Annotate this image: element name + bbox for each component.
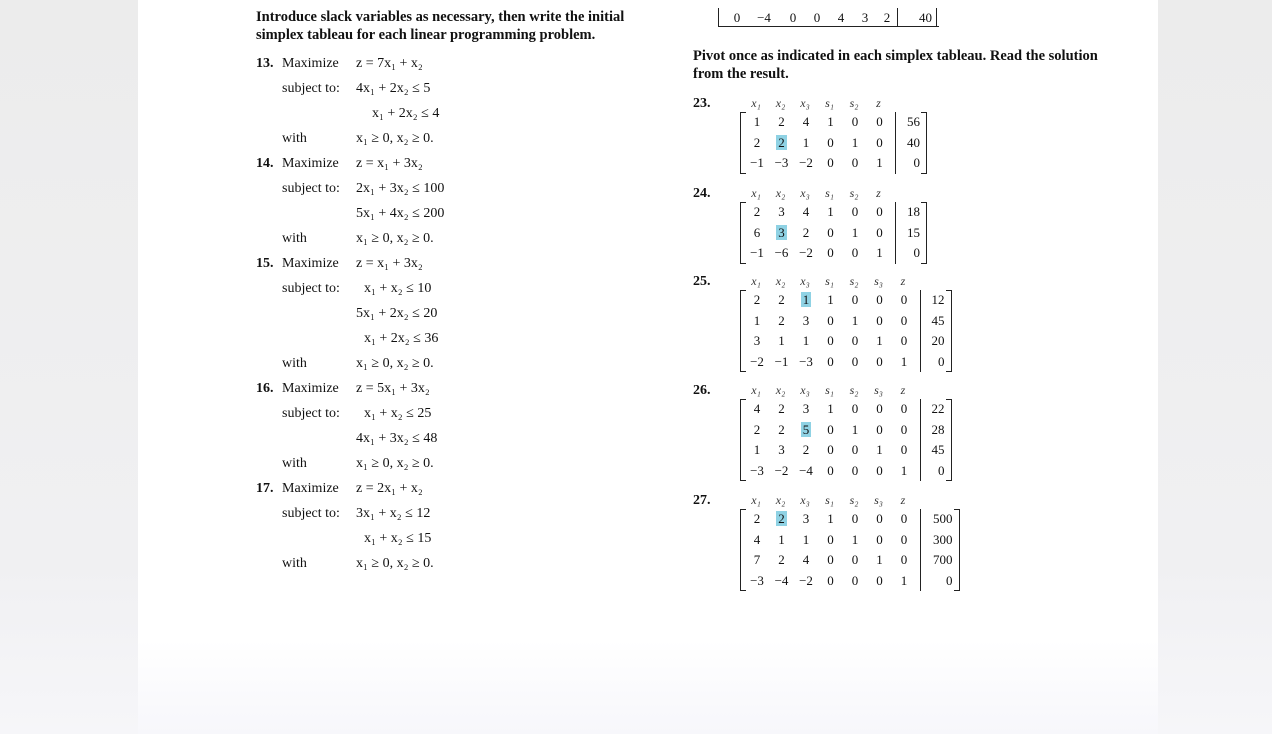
tableau-cell: 2: [778, 401, 785, 416]
tableau-cell: 2: [778, 421, 785, 437]
tableau-header-cell: s₃: [874, 274, 883, 288]
tableau-header-cell: x₂: [775, 186, 786, 200]
tableau-row: [741, 461, 921, 482]
tableau-rhs-cell: 45: [931, 442, 945, 457]
tableau-header-cell: x₁: [751, 186, 761, 200]
tableau-rhs-cell: 56: [907, 114, 920, 129]
tableau-cell: −2: [799, 245, 813, 260]
tableau-rhs-cell: 500: [933, 511, 953, 526]
tableau-cell: −1: [750, 155, 764, 170]
tableau-rhs-cell: 15: [907, 224, 920, 240]
pivot-value: 5: [802, 421, 810, 437]
tableau-cell: 0: [876, 292, 883, 307]
constraint-label: with: [282, 456, 307, 471]
tableau-rhs-cell: 40: [919, 10, 932, 25]
constraint-label: with: [282, 131, 307, 146]
tableau-cell: −6: [774, 245, 789, 260]
tableau-cell: 3: [778, 442, 785, 457]
tableau-cell: 0: [851, 462, 859, 478]
tableau-cell: 0: [827, 552, 834, 567]
constraint-expr: 2x₁ + 3x₂ ≤ 100: [356, 181, 445, 196]
tableau-cell: 4: [837, 10, 845, 25]
tableau-cell: 2: [753, 421, 761, 437]
tableau-cell: 1: [876, 333, 883, 348]
tableau-header-cell: s₁: [825, 186, 834, 200]
tableau-cell: 1: [851, 224, 859, 240]
tableau-rhs: [895, 202, 927, 264]
tableau-header-cell: s₂: [849, 186, 859, 200]
tableau-cell: 0: [876, 353, 883, 369]
tableau-cell: 2: [778, 292, 785, 307]
tableau-cell: −4: [757, 10, 771, 25]
tableau-cell: 3: [778, 204, 785, 219]
tableau-header-cell: s₁: [825, 493, 834, 507]
tableau-row: [741, 112, 896, 133]
tableau-header-cell: z: [900, 493, 906, 507]
tableau-cell: 0: [851, 511, 859, 526]
tableau-cell: 1: [778, 333, 785, 348]
tableau-rhs-cell: 18: [907, 204, 920, 219]
constraint-label: with: [282, 556, 307, 571]
objective-expr: z = x₁ + 3x₂: [356, 256, 423, 271]
tableau-cell: 1: [827, 114, 834, 129]
tableau-cell: −2: [799, 572, 813, 588]
tableau-rhs: [920, 509, 960, 591]
tableau-cell: 0: [789, 10, 797, 25]
tableau-cell: 1: [802, 531, 810, 547]
tableau-cell: 0: [876, 572, 883, 588]
tableau-cell: 0: [827, 442, 834, 457]
tableau-body: [740, 202, 896, 264]
tableau-cell: 1: [876, 442, 883, 457]
constraint-label: with: [282, 231, 307, 246]
tableau-cell: 0: [851, 442, 859, 457]
tableau-cell: 3: [802, 401, 810, 416]
tableau-cell: 0: [900, 401, 908, 416]
tableau-cell: 0: [851, 353, 859, 369]
tableau-cell: 0: [900, 333, 908, 348]
tableau-rhs-cell: 0: [938, 462, 945, 478]
tableau-cell: 0: [851, 245, 859, 260]
tableau-cell: 1: [900, 462, 908, 478]
tableau-header-cell: z: [876, 96, 881, 110]
tableau-cell: 1: [827, 401, 834, 416]
pivot-value: 3: [778, 224, 785, 240]
tableau-cell: 1: [753, 114, 761, 129]
objective-expr: z = x₁ + 3x₂: [356, 156, 423, 171]
tableau-rhs-cell: 12: [931, 292, 945, 307]
tableau-header-cell: z: [900, 274, 906, 288]
tableau-header-cell: z: [876, 186, 881, 200]
tableau-rhs-cell: 40: [907, 134, 920, 150]
tableau-cell: 0: [876, 462, 883, 478]
problem-number: 25.: [693, 274, 711, 289]
nonneg-expr: x₁ ≥ 0, x₂ ≥ 0.: [356, 131, 434, 146]
tableau-cell: 1: [802, 134, 810, 150]
tableau-cell: 0: [851, 204, 859, 219]
tableau-cell: 0: [900, 292, 908, 307]
tableau-header-cell: z: [900, 383, 906, 397]
tableau-rhs-box: [897, 8, 937, 27]
tableau-cell: 1: [753, 312, 761, 328]
tableau-cell: 4: [753, 401, 761, 416]
tableau-body: [740, 509, 921, 591]
constraint-expr: 4x₁ + 2x₂ ≤ 5: [356, 81, 431, 96]
tableau-row: [741, 352, 921, 373]
tableau-header-cell: s₁: [825, 274, 834, 288]
tableau-cell: 1: [827, 511, 834, 526]
tableau-cell: 0: [827, 572, 834, 588]
tableau-cell: 2: [802, 224, 810, 240]
tableau-header-cell: x₁: [751, 493, 761, 507]
constraint-expr: x₁ + x₂ ≤ 25: [364, 406, 432, 421]
tableau-cell: 0: [900, 531, 908, 547]
constraint-label: subject to:: [282, 506, 340, 521]
tableau-cell: 1: [900, 353, 908, 369]
pivot-cell: [794, 290, 818, 311]
tableau-cell: 0: [827, 333, 834, 348]
tableau-header-cell: s₂: [849, 383, 859, 397]
tableau-header-cell: x₃: [800, 493, 810, 507]
tableau-cell: 1: [851, 421, 859, 437]
tableau-cell: −1: [774, 353, 789, 369]
tableau-rhs: [920, 399, 952, 481]
constraint-label: with: [282, 356, 307, 371]
tableau-cell: 2: [778, 312, 785, 328]
problem-number: 27.: [693, 493, 711, 508]
tableau-row: [741, 530, 921, 551]
tableau-cell: 0: [900, 511, 908, 526]
tableau-cell: 0: [827, 245, 834, 260]
tableau-cell: 0: [876, 114, 883, 129]
constraint-expr: 5x₁ + 2x₂ ≤ 20: [356, 306, 438, 321]
constraint-expr: x₁ + x₂ ≤ 15: [364, 531, 432, 546]
tableau-header-cell: x₂: [775, 274, 786, 288]
tableau-cell: 0: [876, 531, 883, 547]
tableau-header-cell: s₁: [825, 383, 834, 397]
constraint-expr: 4x₁ + 3x₂ ≤ 48: [356, 431, 438, 446]
tableau-cell: −3: [750, 462, 764, 478]
textbook-page: [138, 0, 1158, 734]
tableau-cell: 0: [900, 312, 908, 328]
tableau-cell: 0: [813, 10, 821, 25]
tableau-cell: −2: [774, 462, 789, 478]
constraint-label: subject to:: [282, 81, 340, 96]
tableau-rhs: [920, 290, 952, 372]
tableau-cell: 1: [827, 292, 834, 307]
tableau-cell: 0: [733, 10, 741, 25]
tableau-row: [741, 509, 921, 530]
pivot-cell: [770, 133, 794, 154]
constraint-label: Maximize: [282, 481, 339, 496]
left-intro: Introduce slack variables as necessary, then write the initial simplex tableau for each linear programming problem.: [256, 9, 625, 43]
tableau-body: [740, 112, 896, 174]
tableau-cell: 2: [753, 134, 761, 150]
constraint-label: subject to:: [282, 181, 340, 196]
tableau-cell: 0: [827, 462, 834, 478]
tableau-rhs-cell: 300: [933, 531, 953, 547]
objective-expr: z = 2x₁ + x₂: [356, 481, 423, 496]
objective-expr: z = 7x₁ + x₂: [356, 56, 423, 71]
tableau-cell: 2: [802, 442, 810, 457]
tableau-cell: 1: [802, 333, 810, 348]
tableau-cell: −3: [750, 572, 764, 588]
tableau-cell: 0: [851, 401, 859, 416]
tableau-cell: 0: [900, 552, 908, 567]
tableau-row: [741, 243, 896, 264]
tableau-cell: 0: [900, 421, 908, 437]
tableau-cell: 0: [851, 552, 859, 567]
tableau-header-cell: x₃: [800, 274, 810, 288]
tableau-row: [741, 571, 921, 592]
tableau-cell: 1: [851, 312, 859, 328]
tableau-cell: −2: [799, 155, 813, 170]
tableau-header-cell: s₂: [849, 274, 859, 288]
tableau-header-cell: x₁: [751, 383, 761, 397]
pivot-cell: [794, 420, 818, 441]
tableau-cell: 0: [876, 134, 883, 150]
tableau-cell: 0: [851, 114, 859, 129]
tableau-rhs-cell: 28: [931, 421, 945, 437]
problem-number: 17.: [256, 481, 274, 496]
tableau-cell: 0: [851, 333, 859, 348]
tableau-row: [741, 440, 921, 461]
tableau-row: [741, 133, 896, 154]
tableau-cell: 4: [802, 114, 810, 129]
tableau-cell: 0: [827, 134, 834, 150]
constraint-label: subject to:: [282, 281, 340, 296]
tableau-cell: −2: [750, 353, 764, 369]
constraint-expr: 5x₁ + 4x₂ ≤ 200: [356, 206, 445, 221]
tableau-cell: 6: [753, 224, 761, 240]
tableau-rhs-cell: 0: [938, 353, 945, 369]
problem-number: 14.: [256, 156, 274, 171]
tableau-cell: 0: [900, 442, 908, 457]
tableau-cell: 4: [802, 204, 810, 219]
tableau-body: [740, 290, 921, 372]
tableau-cell: 1: [778, 531, 785, 547]
nonneg-expr: x₁ ≥ 0, x₂ ≥ 0.: [356, 356, 434, 371]
tableau-row: [741, 550, 921, 571]
tableau-header-cell: x₂: [775, 493, 786, 507]
tableau-header-cell: x₁: [751, 96, 761, 110]
tableau-header-cell: s₃: [874, 493, 883, 507]
tableau-cell: 1: [851, 134, 859, 150]
tableau-cell: 2: [778, 114, 785, 129]
nonneg-expr: x₁ ≥ 0, x₂ ≥ 0.: [356, 231, 434, 246]
previous-tableau-bottom-row: [718, 8, 939, 27]
tableau-cell: 3: [802, 511, 810, 526]
tableau-row: [741, 331, 921, 352]
tableau-cell: 0: [827, 224, 834, 240]
tableau-header-cell: x₁: [751, 274, 761, 288]
constraint-expr: x₁ + 2x₂ ≤ 4: [372, 106, 440, 121]
tableau-cell: 7: [753, 552, 761, 567]
problem-number: 23.: [693, 96, 711, 111]
tableau-cell: 2: [753, 292, 761, 307]
tableau-header-cell: s₂: [849, 493, 859, 507]
constraint-label: Maximize: [282, 156, 339, 171]
tableau-cell: −4: [799, 462, 813, 478]
tableau-cell: 1: [827, 204, 834, 219]
tableau-row: [741, 223, 896, 244]
tableau-header-cell: x₃: [800, 186, 810, 200]
tableau-row: [741, 202, 896, 223]
constraint-expr: x₁ + 2x₂ ≤ 36: [364, 331, 439, 346]
tableau-cell: 0: [876, 511, 883, 526]
tableau-cell: −1: [750, 245, 764, 260]
tableau-cell: 2: [753, 204, 761, 219]
tableau-cell: 0: [851, 572, 859, 588]
tableau-cell: 0: [827, 353, 834, 369]
tableau-rhs-cell: 700: [933, 552, 953, 567]
tableau-header-cell: x₃: [800, 96, 810, 110]
tableau-cell: 1: [876, 245, 883, 260]
tableau-cell: 2: [753, 511, 761, 526]
tableau-cell: 0: [851, 155, 859, 170]
tableau-cell: 1: [753, 442, 761, 457]
constraint-label: subject to:: [282, 406, 340, 421]
pivot-cell: [770, 509, 794, 530]
tableau-cell: −3: [774, 155, 789, 170]
constraint-label: Maximize: [282, 56, 339, 71]
tableau-header-cell: x₃: [800, 383, 810, 397]
tableau-cell: 0: [827, 155, 834, 170]
tableau-cell: 0: [876, 224, 883, 240]
pivot-value: 1: [802, 292, 810, 307]
tableau-cell: 1: [876, 155, 883, 170]
tableau-rhs-cell: 0: [946, 572, 953, 588]
tableau-cell: −4: [774, 572, 789, 588]
tableau-cell: 2: [778, 552, 785, 567]
tableau-cell: 1: [851, 531, 859, 547]
tableau-header-cell: s₃: [874, 383, 883, 397]
tableau-cell: 0: [851, 292, 859, 307]
nonneg-expr: x₁ ≥ 0, x₂ ≥ 0.: [356, 456, 434, 471]
tableau-cell: 0: [827, 312, 834, 328]
tableau-header-cell: x₂: [775, 383, 786, 397]
tableau-cell: 0: [876, 401, 883, 416]
constraint-expr: x₁ + x₂ ≤ 10: [364, 281, 432, 296]
tableau-cell: 0: [876, 312, 883, 328]
tableau-rhs-cell: 20: [931, 333, 945, 348]
tableau-rhs-cell: 22: [931, 401, 945, 416]
tableau-cell: 3: [753, 333, 761, 348]
tableau-cell: 2: [883, 10, 891, 25]
tableau-rhs-cell: 0: [913, 245, 920, 260]
tableau-cell: 4: [802, 552, 810, 567]
problem-number: 26.: [693, 383, 711, 398]
problem-number: 15.: [256, 256, 274, 271]
tableau-row: [741, 399, 921, 420]
tableau-cell: 3: [802, 312, 810, 328]
tableau-cell: −3: [799, 353, 813, 369]
tableau-header-cell: s₁: [825, 96, 834, 110]
tableau-row: [741, 420, 921, 441]
tableau-cell: 0: [876, 204, 883, 219]
objective-expr: z = 5x₁ + 3x₂: [356, 381, 430, 396]
tableau-cell: 0: [827, 531, 834, 547]
pivot-cell: [770, 223, 794, 244]
tableau-row: [741, 153, 896, 174]
tableau-header-cell: s₂: [849, 96, 859, 110]
problem-number: 16.: [256, 381, 274, 396]
constraint-label: Maximize: [282, 381, 339, 396]
tableau-cell: 1: [900, 572, 908, 588]
tableau-header-cell: x₂: [775, 96, 786, 110]
problem-number: 13.: [256, 56, 274, 71]
tableau-cell: 1: [876, 552, 883, 567]
constraint-label: Maximize: [282, 256, 339, 271]
pivot-value: 2: [778, 134, 785, 150]
right-intro: Pivot once as indicated in each simplex tableau. Read the solution from the result.: [693, 48, 1098, 82]
tableau-cell: 4: [753, 531, 761, 547]
problem-number: 24.: [693, 186, 711, 201]
tableau-rhs: [895, 112, 927, 174]
tableau-cell: 3: [861, 10, 869, 25]
nonneg-expr: x₁ ≥ 0, x₂ ≥ 0.: [356, 556, 434, 571]
tableau-row: [741, 290, 921, 311]
tableau-rhs-cell: 0: [913, 155, 920, 170]
pivot-value: 2: [778, 511, 785, 526]
tableau-cell: 0: [827, 421, 834, 437]
tableau-row: [741, 311, 921, 332]
constraint-expr: 3x₁ + x₂ ≤ 12: [356, 506, 431, 521]
tableau-cell: 0: [876, 421, 883, 437]
tableau-body: [740, 399, 921, 481]
tableau-rhs-cell: 45: [931, 312, 945, 328]
